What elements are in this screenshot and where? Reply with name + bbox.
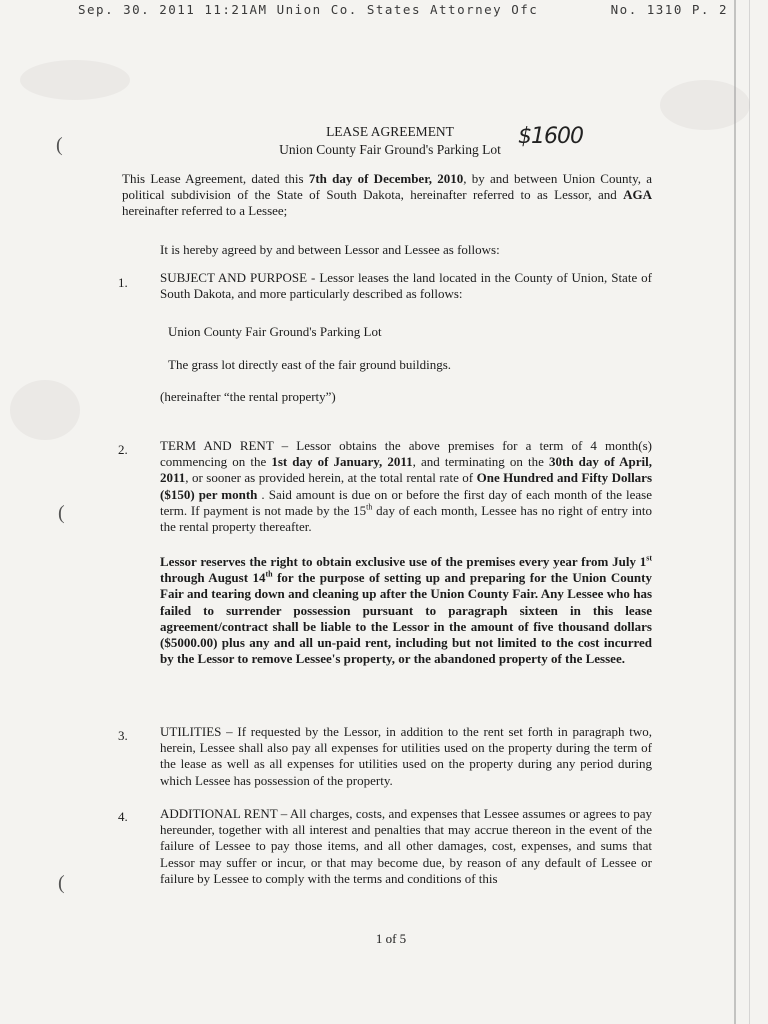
scan-smudge	[660, 80, 750, 130]
intro-paragraph: This Lease Agreement, dated this 7th day of December, 2010, by and between Union County, a political subdivision of the State of South Dakota, hereinafter referred to as Lessor, and AGA hereinafter referred to a Lessee;	[122, 171, 653, 219]
fax-header-left: Sep. 30. 2011 11:21AM Union Co. States Attorney Ofc	[78, 2, 539, 17]
fax-header-right: No. 1310 P. 2	[610, 2, 728, 17]
margin-mark: (	[56, 134, 63, 156]
section-utilities: UTILITIES – If requested by the Lessor, in addition to the rent set forth in paragraph two, herein, Lessee shall also pay all expenses for utilities used on the property during the term of the lease as well as all expenses for utilities used on the property during any period during which Lessee has possession of the property.	[160, 724, 652, 788]
section-additional-rent: ADDITIONAL RENT – All charges, costs, and expenses that Lessee assumes or agrees to pay hereunder, together with all interest and penalties that may accrue thereon in the event of the failure of Lessee to pay those items, and all other damages, cost, expenses, and sums that Lessor may suffer or incur, or that may become due, by reason of any default of Lessee or failure by Lessee to comply with the terms and conditions of this	[160, 806, 652, 886]
scan-smudge	[10, 380, 80, 440]
rental-rate: One Hundred and Fifty Dollars ($150) per month	[160, 470, 653, 502]
section-term-rent: TERM AND RENT – Lessor obtains the above premises for a term of 4 month(s) commencing on the 1st day of January, 2011, and terminating on the 30th day of April, 2011, or sooner as provided herein, at the total rental rate of One Hundred and Fifty Dollars ($150) per month . Said amount is due on or before the first day of each month of the lease term. If payment is not made by the 15th day of each month, Lessee has no right of entry into the rental property thereafter.	[160, 438, 653, 535]
scan-smudge	[20, 60, 130, 100]
lessee-name: AGA	[623, 187, 652, 203]
margin-mark: (	[58, 502, 65, 524]
document-title: LEASE AGREEMENT	[326, 124, 454, 139]
section-subject-purpose: SUBJECT AND PURPOSE - Lessor leases the land located in the County of Union, State of South Dakota, and more particularly described as follows:	[160, 270, 652, 302]
section-number: 2.	[118, 442, 128, 457]
section-number: 1.	[118, 275, 128, 290]
section-number: 3.	[118, 728, 128, 743]
reservation-clause: Lessor reserves the right to obtain exclusive use of the premises every year from July 1st through August 14th for the purpose of setting up and preparing for the Union County Fair and tearing down and cleaning up after the Union County Fair. Any Lessee who has failed to surrender possession pursuant to paragraph sixteen in this lease agreement/contract shall be liable to the Lessor in the amount of five thousand dollars ($5000.00) plus any and all un-paid rent, including but not limited to the cost incurred by the Lessor to remove Lessee's property, or the abandoned property of the Lessee.	[160, 553, 652, 667]
property-description: The grass lot directly east of the fair ground buildings.	[168, 357, 452, 372]
rental-property-definition: (hereinafter “the rental property”)	[160, 389, 336, 404]
lease-end: 30th day of April, 2011	[160, 454, 653, 486]
margin-mark: (	[58, 872, 65, 894]
document-subtitle: Union County Fair Ground's Parking Lot	[279, 142, 501, 157]
lease-date: 7th day of December, 2010	[308, 171, 464, 186]
handwritten-price: $1600	[518, 124, 583, 149]
agreement-statement: It is hereby agreed by and between Lessor and Lessee as follows:	[160, 242, 500, 257]
lease-start: 1st day of January, 2011	[271, 454, 413, 470]
section-number: 4.	[118, 809, 128, 824]
page-number: 1 of 5	[375, 931, 407, 946]
property-location: Union County Fair Ground's Parking Lot	[168, 324, 382, 339]
fax-header	[60, 0, 728, 22]
